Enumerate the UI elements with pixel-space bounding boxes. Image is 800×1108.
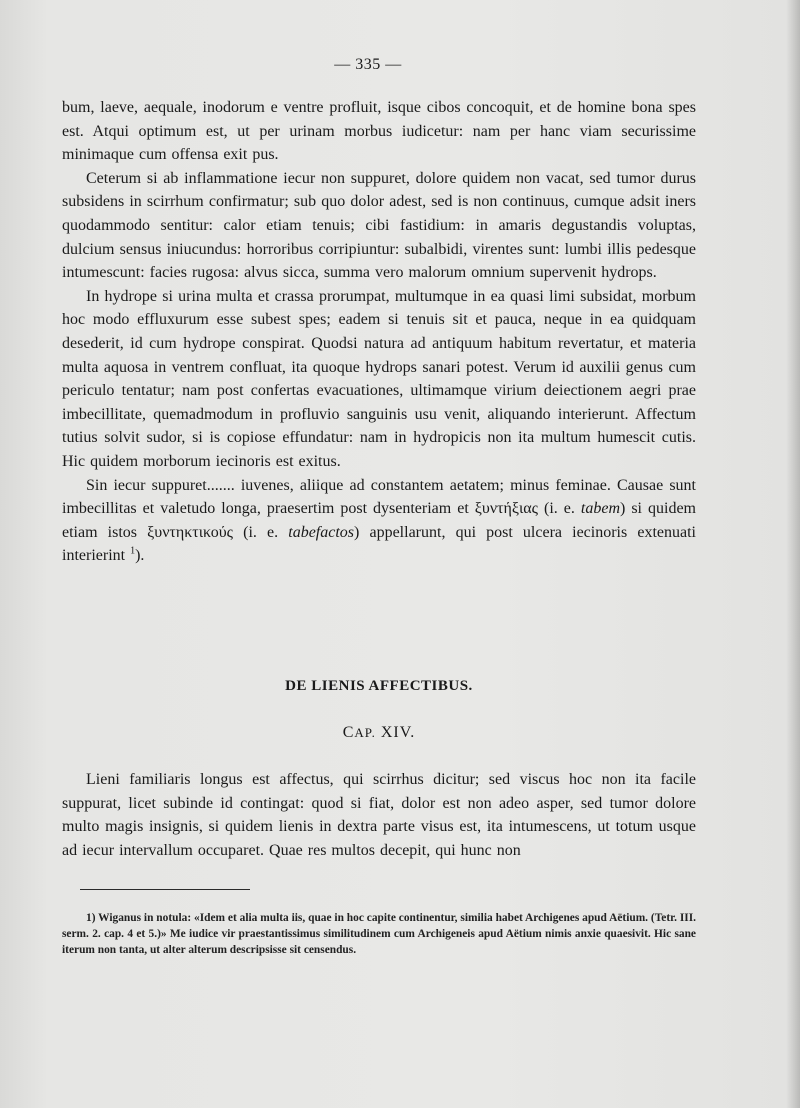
chapter-number: XIV. <box>380 724 416 741</box>
footnote-text: 1) Wiganus in notula: «Idem et alia multa iis, quae in hoc capite continentur, similia habet Archigenes apud Aëtium. (Tetr. III. serm. 2. cap. 4 et 5.)» Me iudice vir praestantissimus similitudinem cum Archigeneis apud Aëtium nimis anxie quaesivit. Hic sane iterum non tanta, ut alter alterum descripsisse sit censendus. <box>62 912 696 956</box>
page-number: — 335 — <box>334 56 402 73</box>
paragraph-lienis: Lieni familiaris longus est affectus, qui scirrhus dicitur; sed viscus hoc non ita facile suppurat, licet subinde id contingat: quod si fiat, dolor est non adeo asper, sed tumor dolore multo magis insignis, si quidem lienis in dextra parte visus est, ita intumescens, ut totum usque ad iecur intervallum occuparet. Quae res multos decepit, qui hunc non <box>62 771 696 859</box>
chapter-heading <box>62 724 696 742</box>
para4-text-4: (i. e. <box>233 523 289 541</box>
paragraph-1: bum, laeve, aequale, inodorum e ventre profluit, isque cibos concoquit, et de homine bona spes est. Atqui optimum est, ut per urinam morbus iudicetur: nam per hanc viam securissime minimaque cum offensa exit pus. <box>62 99 696 164</box>
body-text-top <box>62 96 696 568</box>
para4-text-6: ). <box>135 547 145 565</box>
page-edge-shadow <box>786 0 800 1108</box>
footnote-ref: 1 <box>130 545 136 557</box>
section-heading: DE LIENIS AFFECTIBUS. <box>285 678 473 694</box>
para4-text-3: ) si quidem etiam istos <box>62 500 696 541</box>
italic-word-2: tabefactos <box>288 523 355 541</box>
paragraph-4 <box>62 474 696 568</box>
chapter-cap-rest: AP. <box>354 725 376 740</box>
paragraph-3: In hydrope si urina multa et crassa prorumpat, multumque in ea quasi limi subsidat, morbum hoc modo effluxurum esse subest spes; eadem si tenuis sit et pauca, neque in ea quidquam desederit, id cum hydrope conspirat. Quodsi natura ad antiquum habitum revertatur, et materia multa aquosa in ventrem confluat, ita quoque hydrops sanari potest. Verum id auxilii genus cum periculo tentatur; nam post confertas evacuationes, ultimamque virium deiectionem aegri prae imbecillitate, quemadmodum in profluvio sanguinis usu venit, aliquando interierunt. Affectum tutius solvit sudor, si is copiose effundatur: nam in hydropicis non ita multum humescit cutis. Hic quidem morborum iecinoris est exitus. <box>62 287 696 470</box>
para4-text-5: ) appellarunt, qui post ulcera iecinoris extenuati interierint <box>62 523 696 565</box>
para4-text-1: Sin iecur suppuret....... iuvenes, aliique ad constantem aetatem; minus feminae. Causae sunt imbecillitas et valetudo longa, praesertim post dysenteriam et <box>62 476 696 518</box>
chapter-cap-initial: C <box>342 724 355 741</box>
footnote <box>62 910 696 958</box>
greek-word-1: ξυντήξιας <box>474 500 539 518</box>
greek-word-2: ξυντηκτικούς <box>147 523 233 541</box>
para4-text-2: (i. e. <box>538 500 581 518</box>
footnote-rule <box>80 889 250 890</box>
body-text-bottom <box>62 768 696 862</box>
paragraph-2: Ceterum si ab inflammatione iecur non suppuret, dolore quidem non vacat, sed tumor durus subsidens in scirrhum confirmatur; sub quo dolor adest, sed is non continuus, cumque adsit iners quodammodo sentitur: calor etiam tenuis; cibi fastidium: in amaris degustandis voluptas, dulcium sensus iniucundus: horroribus corripiuntur: subalbidi, virentes sunt: lumbi illis pedesque intumescunt: facies rugosa: alvus sicca, summa vero malorum omnium supervenit hydrops. <box>62 169 696 282</box>
italic-word-1: tabem <box>580 500 620 518</box>
